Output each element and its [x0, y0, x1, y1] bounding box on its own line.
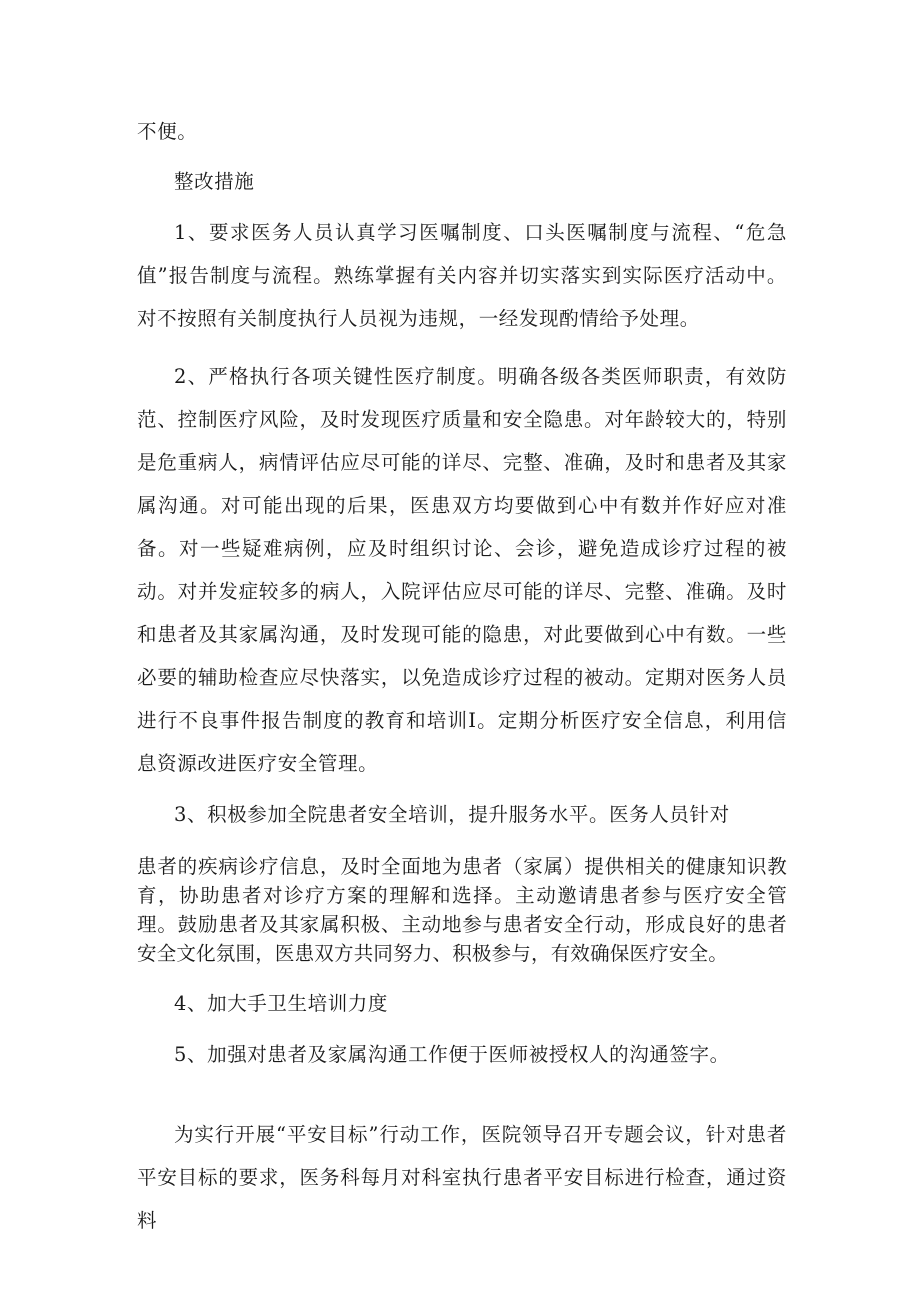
paragraph-item-3-intro: 3、积极参加全院患者安全培训，提升服务水平。医务人员针对: [174, 803, 730, 826]
paragraph-continuation: 不便。: [137, 120, 198, 143]
section-heading: 整改措施: [174, 170, 255, 193]
paragraph-item-4: 4、加大手卫生培训力度: [174, 992, 389, 1015]
paragraph-item-5: 5、加强对患者及家属沟通工作便于医师被授权人的沟通签字。: [174, 1043, 730, 1066]
paragraph-item-3-body: 患者的疾病诊疗信息，及时全面地为患者（家属）提供相关的健康知识教育，协助患者对诊疗方案的理解和选择。主动邀请患者参与医疗安全管理。鼓励患者及其家属积极、主动地参与患者安全行动，形成良好的患者安全文化氛围，医患双方共同努力、积极参与，有效确保医疗安全。: [137, 855, 787, 965]
paragraph-item-2: 2、严格执行各项关键性医疗制度。明确各级各类医师职责，有效防范、控制医疗风险，及时发现医疗质量和安全隐患。对年龄较大的，特别是危重病人，病情评估应尽可能的详尽、完整、准确，及时和患者及其家属沟通。对可能出现的后果，医患双方均要做到心中有数并作好应对准备。对一些疑难病例，应及时组织讨论、会诊，避免造成诊疗过程的被动。对并发症较多的病人，入院评估应尽可能的详尽、完整、准确。及时和患者及其家属沟通，及时发现可能的隐患，对此要做到心中有数。一些必要的辅助检查应尽快落实，以免造成诊疗过程的被动。定期对医务人员进行不良事件报告制度的教育和培训I。定期分析医疗安全信息，利用信息资源改进医疗安全管理。: [137, 365, 787, 775]
paragraph-closing: 为实行开展“平安目标”行动工作，医院领导召开专题会议，针对患者平安目标的要求，医务科每月对科室执行患者平安目标进行检查，通过资料: [137, 1123, 787, 1232]
paragraph-item-1: 1、要求医务人员认真学习医嘱制度、口头医嘱制度与流程、“危急值”报告制度与流程。熟练掌握有关内容并切实落实到实际医疗活动中。对不按照有关制度执行人员视为违规，一经发现酌情给予处理。: [137, 221, 787, 330]
